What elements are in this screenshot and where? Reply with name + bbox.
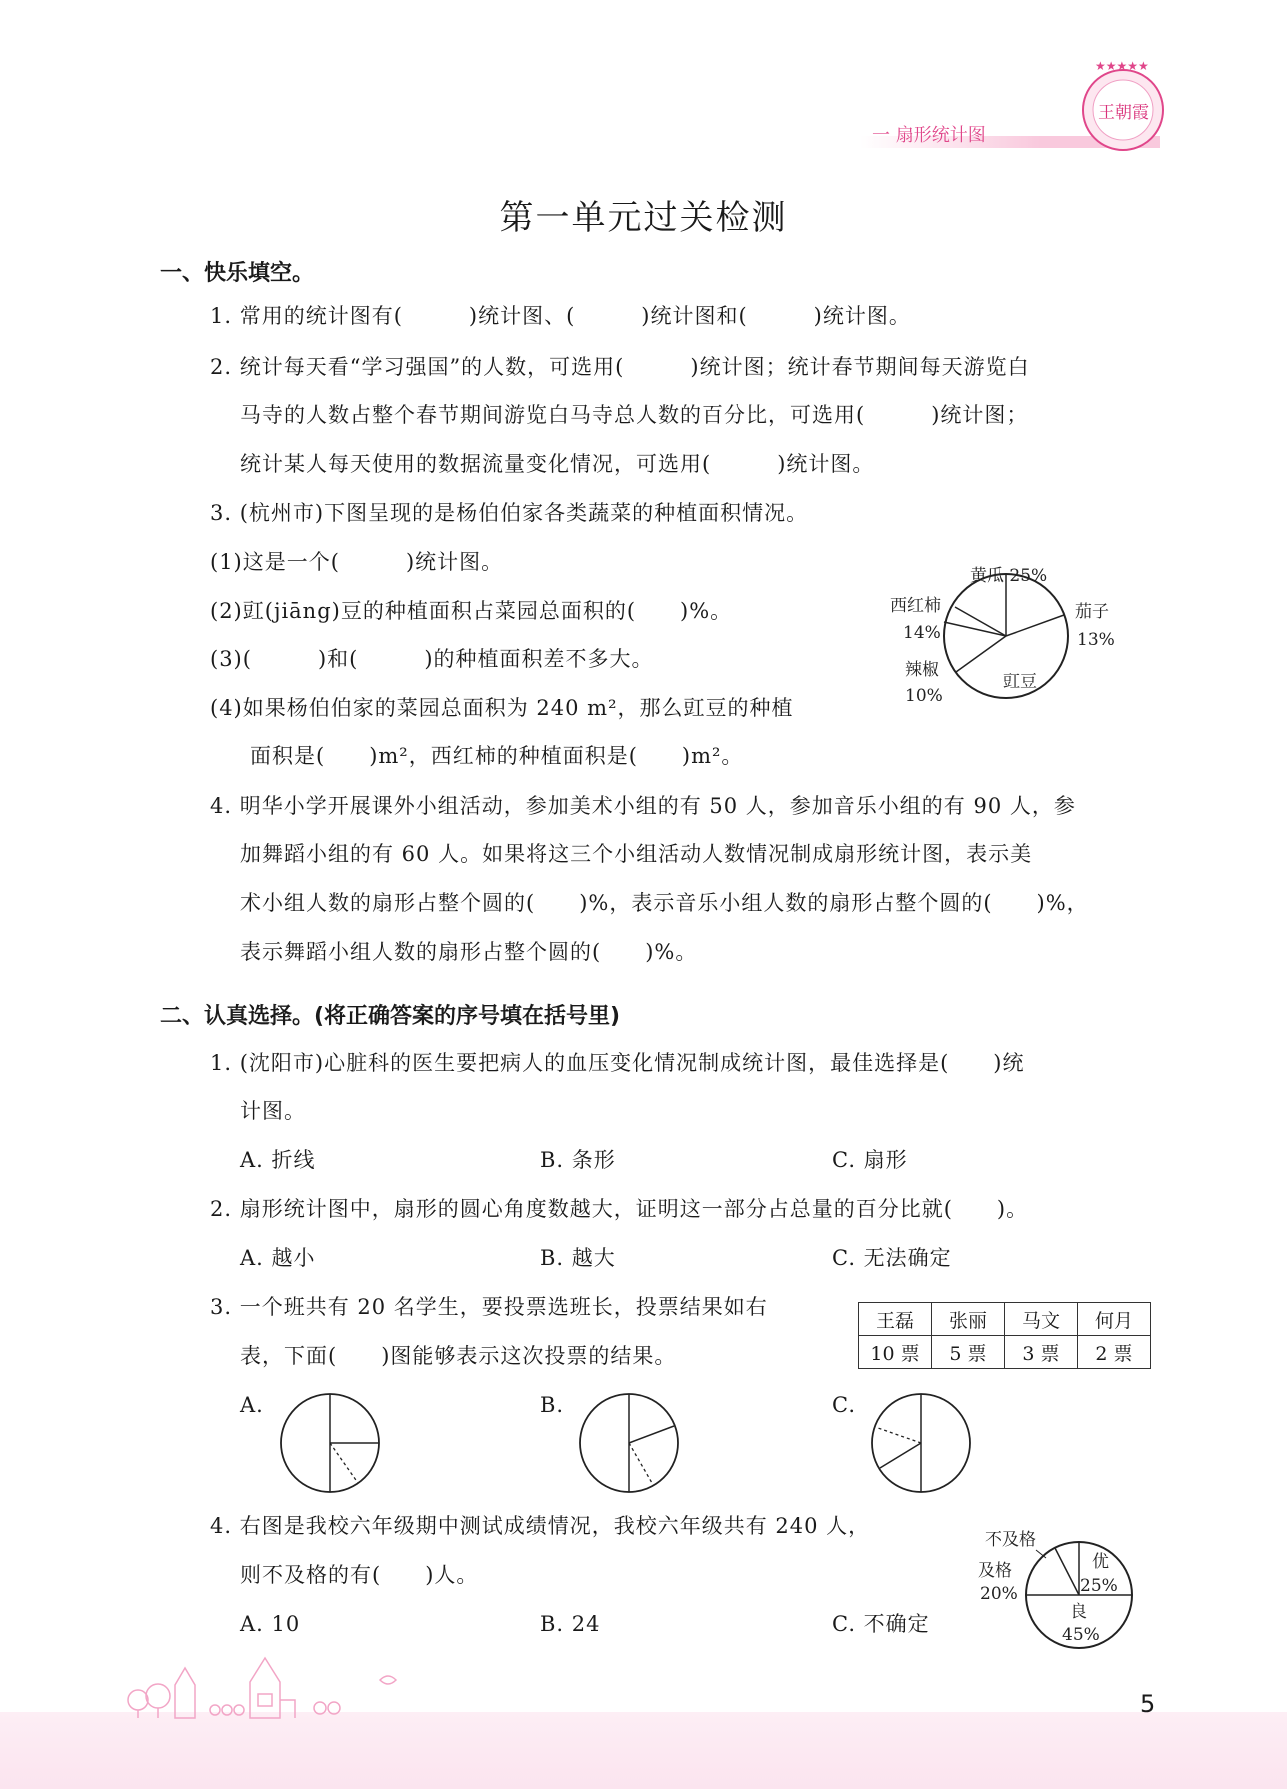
s1-q4-line2: 加舞蹈小组的有 60 人。如果将这三个小组活动人数情况制成扇形统计图，表示美 — [240, 842, 1033, 866]
pie1-label-cowpea: 豇豆 — [1003, 672, 1037, 692]
s1-q3-3: (3)( )和( )的种植面积差不多大。 — [210, 647, 654, 671]
vote-table-header-row — [859, 1303, 1151, 1336]
s1-q4-line4: 表示舞蹈小组人数的扇形占整个圆的( )%。 — [240, 940, 698, 964]
pie2-label-fail: 不及格 — [985, 1530, 1036, 1550]
pie2-label-good-pct: 45% — [1062, 1625, 1100, 1645]
pie1-label-eggplant: 茄子 — [1075, 602, 1109, 622]
vote-table-count-row — [859, 1336, 1151, 1369]
s1-q2-line3: 统计某人每天使用的数据流量变化情况，可选用( )统计图。 — [240, 452, 875, 476]
s2-q3-option-b-label: B. — [540, 1393, 565, 1417]
vote-table — [858, 1302, 1151, 1369]
pie1-label-cucumber: 黄瓜 25% — [970, 566, 1048, 586]
section-label: 一 扇形统计图 — [872, 125, 986, 146]
s2-q3-line2: 表，下面( )图能够表示这次投票的结果。 — [240, 1344, 677, 1368]
vote-count: 10 票 — [859, 1336, 932, 1369]
pie2-label-pass-pct: 20% — [980, 1584, 1018, 1604]
s1-q3-1: (1)这是一个( )统计图。 — [210, 550, 504, 574]
s2-q3-line1: 3. 一个班共有 20 名学生，要投票选班长，投票结果如右 — [210, 1295, 768, 1319]
pie1-label-pepper: 辣椒 — [905, 660, 939, 680]
s2-q4-line2: 则不及格的有( )人。 — [240, 1563, 479, 1587]
pie1-label-pepper-pct: 10% — [905, 686, 943, 706]
page-number: 5 — [1140, 1690, 1156, 1718]
pie1-label-tomato-pct: 14% — [903, 623, 941, 643]
section1-heading: 一、快乐填空。 — [160, 261, 315, 286]
s1-q1: 1. 常用的统计图有( )统计图、( )统计图和( )统计图。 — [210, 304, 911, 328]
s2-q2-option-c: C. 无法确定 — [832, 1246, 952, 1270]
s2-q4-option-a: A. 10 — [240, 1612, 301, 1636]
option-a-pie — [278, 1390, 384, 1496]
vote-count: 5 票 — [932, 1336, 1005, 1369]
option-b-pie — [576, 1390, 682, 1496]
pie2-label-excellent: 优 — [1092, 1552, 1109, 1572]
s1-q3-line: 3. (杭州市)下图呈现的是杨伯伯家各类蔬菜的种植面积情况。 — [210, 501, 809, 525]
vote-count: 3 票 — [1005, 1336, 1078, 1369]
s2-q1-line2: 计图。 — [240, 1099, 306, 1123]
s2-q4-line1: 4. 右图是我校六年级期中测试成绩情况，我校六年级共有 240 人， — [210, 1514, 871, 1538]
s2-q1-option-a: A. 折线 — [240, 1148, 316, 1172]
s2-q1-option-c: C. 扇形 — [832, 1148, 908, 1172]
page-title: 第一单元过关检测 — [499, 198, 788, 238]
s2-q2-option-b: B. 越大 — [540, 1246, 616, 1270]
s2-q1-line1: 1. (沈阳市)心脏科的医生要把病人的血压变化情况制成统计图，最佳选择是( )统 — [210, 1051, 1025, 1075]
pie1-label-tomato: 西红柿 — [890, 596, 941, 616]
s2-q4-option-b: B. 24 — [540, 1612, 601, 1636]
s1-q4-line3: 术小组人数的扇形占整个圆的( )%，表示音乐小组人数的扇形占整个圆的( )%， — [240, 891, 1089, 915]
s2-q3-option-c-label: C. — [832, 1393, 856, 1417]
vote-count: 2 票 — [1078, 1336, 1151, 1369]
s1-q3-2: (2)豇(jiāng)豆的种植面积占菜园总面积的( )%。 — [210, 599, 733, 623]
s1-q3-4-line2: 面积是( )m²，西红柿的种植面积是( )m²。 — [250, 744, 744, 768]
pie1-label-eggplant-pct: 13% — [1077, 630, 1115, 650]
pie2-label-excellent-pct: 25% — [1080, 1576, 1118, 1596]
vote-name: 何月 — [1078, 1303, 1151, 1336]
pie2-label-good: 良 — [1070, 1602, 1087, 1622]
logo — [1075, 58, 1171, 154]
s2-q2-option-a: A. 越小 — [240, 1246, 316, 1270]
vote-name: 王磊 — [859, 1303, 932, 1336]
footer-band — [0, 1712, 1287, 1789]
logo-text: 王朝霞 — [1098, 103, 1149, 123]
pie2-label-pass: 及格 — [978, 1561, 1012, 1581]
s2-q3-option-a-label: A. — [240, 1393, 264, 1417]
s1-q2-line2: 马寺的人数占整个春节期间游览白马寺总人数的百分比，可选用( )统计图； — [240, 403, 1029, 427]
s2-q2-line: 2. 扇形统计图中，扇形的圆心角度数越大，证明这一部分占总量的百分比就( )。 — [210, 1197, 1029, 1221]
svg-text:★★★★★: ★★★★★ — [1095, 59, 1149, 73]
option-c-pie — [868, 1390, 974, 1496]
s2-q1-option-b: B. 条形 — [540, 1148, 616, 1172]
vote-name: 马文 — [1005, 1303, 1078, 1336]
s1-q4-line1: 4. 明华小学开展课外小组活动，参加美术小组的有 50 人，参加音乐小组的有 90 人，参 — [210, 794, 1076, 818]
section2-heading: 二、认真选择。(将正确答案的序号填在括号里) — [160, 1004, 621, 1029]
s1-q2-line1: 2. 统计每天看“学习强国”的人数，可选用( )统计图；统计春节期间每天游览白 — [210, 355, 1030, 379]
s1-q3-4-line1: (4)如果杨伯伯家的菜园总面积为 240 m²，那么豇豆的种植 — [210, 696, 794, 720]
vote-name: 张丽 — [932, 1303, 1005, 1336]
castle-decoration-icon — [120, 1650, 420, 1720]
s2-q4-option-c: C. 不确定 — [832, 1612, 930, 1636]
